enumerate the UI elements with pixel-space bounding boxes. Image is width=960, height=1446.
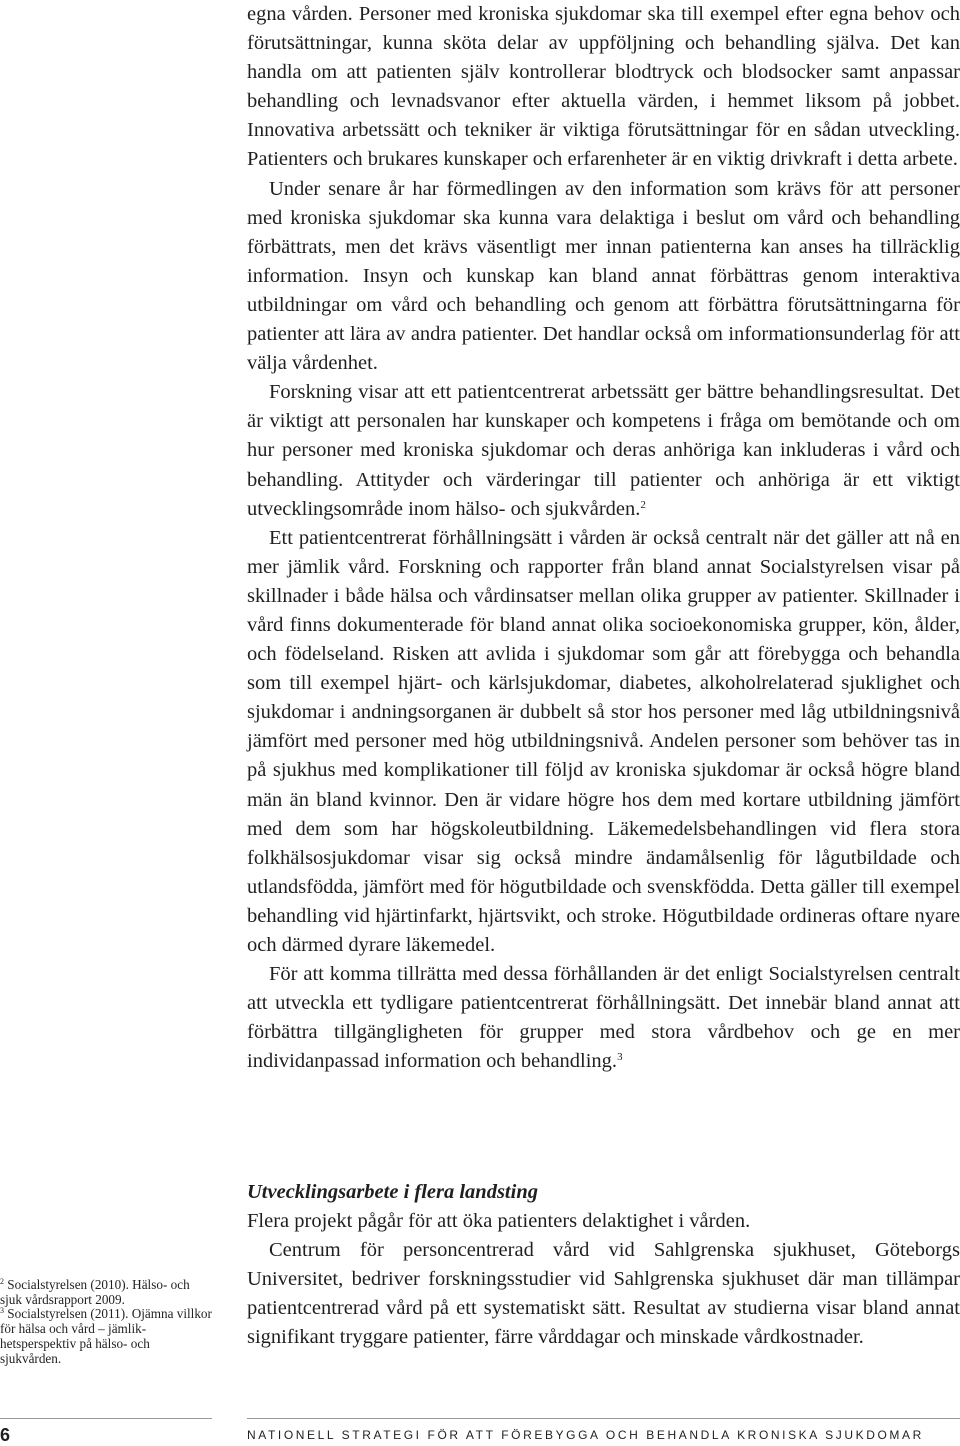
footnote-3 bbox=[0, 1307, 212, 1366]
body-paragraph-2: Under senare år har förmedlingen av den information som krävs för att personer med kroniska sjukdomar ska kunna vara delaktiga i beslut om vård och behandling förbättrats, men det krävs väsentligt mer innan patienterna kan anses ha tillräcklig information. Insyn och kunskap kan bland annat förbättras genom interaktiva utbildningar om vård och behandling och genom att förbättra förutsättningarna för patienter att lära av andra patienter. Det handlar också om informationsunderlag för att välja vårdenhet. bbox=[247, 177, 960, 375]
footnote-3-number: 3 bbox=[0, 1306, 4, 1316]
footnotes bbox=[0, 1278, 212, 1366]
running-title: NATIONELL STRATEGI FÖR ATT FÖREBYGGA OCH BEHANDLA KRONISKA SJUKDOMAR bbox=[247, 1428, 924, 1442]
body-paragraph-1: egna vården. Personer med kroniska sjukdomar ska till exempel efter egna behov och förutsättningar, kunna sköta delar av uppföljning och behandling själva. Det kan handla om att patienten själv kontrollerar blodtryck och blodsocker samt anpassar behandling och levnadsvanor efter aktuella värden, i hemmet liksom på jobbet. Innovativa arbetssätt och tekniker är viktiga förutsättningar för en sådan utveckling. Patienters och brukares kunskaper och erfarenheter är en viktig drivkraft i detta arbete. bbox=[247, 3, 960, 171]
body-paragraph-3-text: Forskning visar att ett patientcentrerat arbetssätt ger bättre behandlingsresultat. Det är viktigt att personalen har kunskaper och kompetens i fråga om bemötande och om hur personer med kroniska sjukdomar och deras anhöriga kan inkluderas i vård och behandling. Attityder och värderingar till patienter och anhöriga är ett viktigt utvecklingsområde inom hälso- och sjukvården. bbox=[247, 381, 960, 520]
section-heading: Utvecklingsarbete i flera landsting bbox=[247, 1181, 538, 1203]
section-paragraph-1: Flera projekt pågår för att öka patienters delaktighet i vården. bbox=[247, 1210, 751, 1233]
footnote-3-text: Socialstyrelsen (2011). Ojämna villkor för hälsa och vård – jämlikhetsperspektiv på hälso- och sjukvården. bbox=[0, 1306, 212, 1366]
main-text-column bbox=[247, 0, 960, 1076]
footnote-ref-2: 2 bbox=[640, 498, 646, 511]
footer-divider-right bbox=[247, 1418, 960, 1419]
section-development-work bbox=[247, 1178, 960, 1353]
footnote-ref-3: 3 bbox=[617, 1051, 623, 1064]
body-paragraph-3 bbox=[247, 378, 960, 523]
body-paragraph-5 bbox=[247, 960, 960, 1076]
footnote-2-number: 2 bbox=[0, 1277, 4, 1286]
body-paragraph-4: Ett patientcentrerat förhållningsätt i vården är också centralt när det gäller att nå en mer jämlik vård. Forskning och rapporter från bland annat Socialstyrelsen visar på skillnader i både hälsa och vårdinsatser mellan olika grupper av patienter. Skillnader i vård finns dokumenterade för bland annat olika socioekonomiska grupper, kön, ålder, och födelseland. Risken att avlida i sjukdomar som går att förebygga och behandla som till exempel hjärt- och kärlsjukdomar, diabetes, alkoholrelaterad sjuklighet och sjukdomar i andningsorganen är dubbelt så stor hos personer med låg utbildningsnivå jämfört med personer med hög utbildningsnivå. Andelen personer som behöver tas in på sjukhus med komplikationer till följd av kroniska sjukdomar är också högre bland män än bland kvinnor. Den är vidare högre hos dem med kortare utbildning jämfört med dem som har högskoleutbildning. Läkemedelsbehandlingen vid flera stora folkhälsosjukdomar visar sig också mindre ändamålsenlig för lågutbildade och utlandsfödda, jämfört med för högutbildade och svenskfödda. Detta gäller till exempel behandling vid hjärtinfarkt, hjärtsvikt, och stroke. Högutbildade ordineras oftare nyare och därmed dyrare läkemedel. bbox=[247, 526, 960, 956]
footnote-2 bbox=[0, 1278, 212, 1307]
section-paragraph-2: Centrum för personcentrerad vård vid Sahlgrenska sjukhuset, Göteborgs Universitet, bedriver forskningsstudier vid Sahlgrenska sjukhuset där man tillämpar patientcentrerad vård på ett systematiskt sätt. Resultat av studierna visar bland annat signifikant tryggare patienter, färre vårddagar och minskade vårdkostnader. bbox=[247, 1239, 960, 1349]
footnote-2-text: Socialstyrelsen (2010). Hälso- och sjuk vårdsrapport 2009. bbox=[0, 1277, 190, 1307]
footer-divider-left bbox=[0, 1418, 212, 1419]
page-number: 6 bbox=[0, 1425, 11, 1445]
body-paragraph-5-text: För att komma tillrätta med dessa förhållanden är det enligt Socialstyrelsen centralt att utveckla ett tydligare patientcentrerat förhållningsätt. Det innebär bland annat att förbättra tillgängligheten för grupper med stora vårdbehov och ge en mer individanpassad information och behandling. bbox=[247, 963, 960, 1073]
